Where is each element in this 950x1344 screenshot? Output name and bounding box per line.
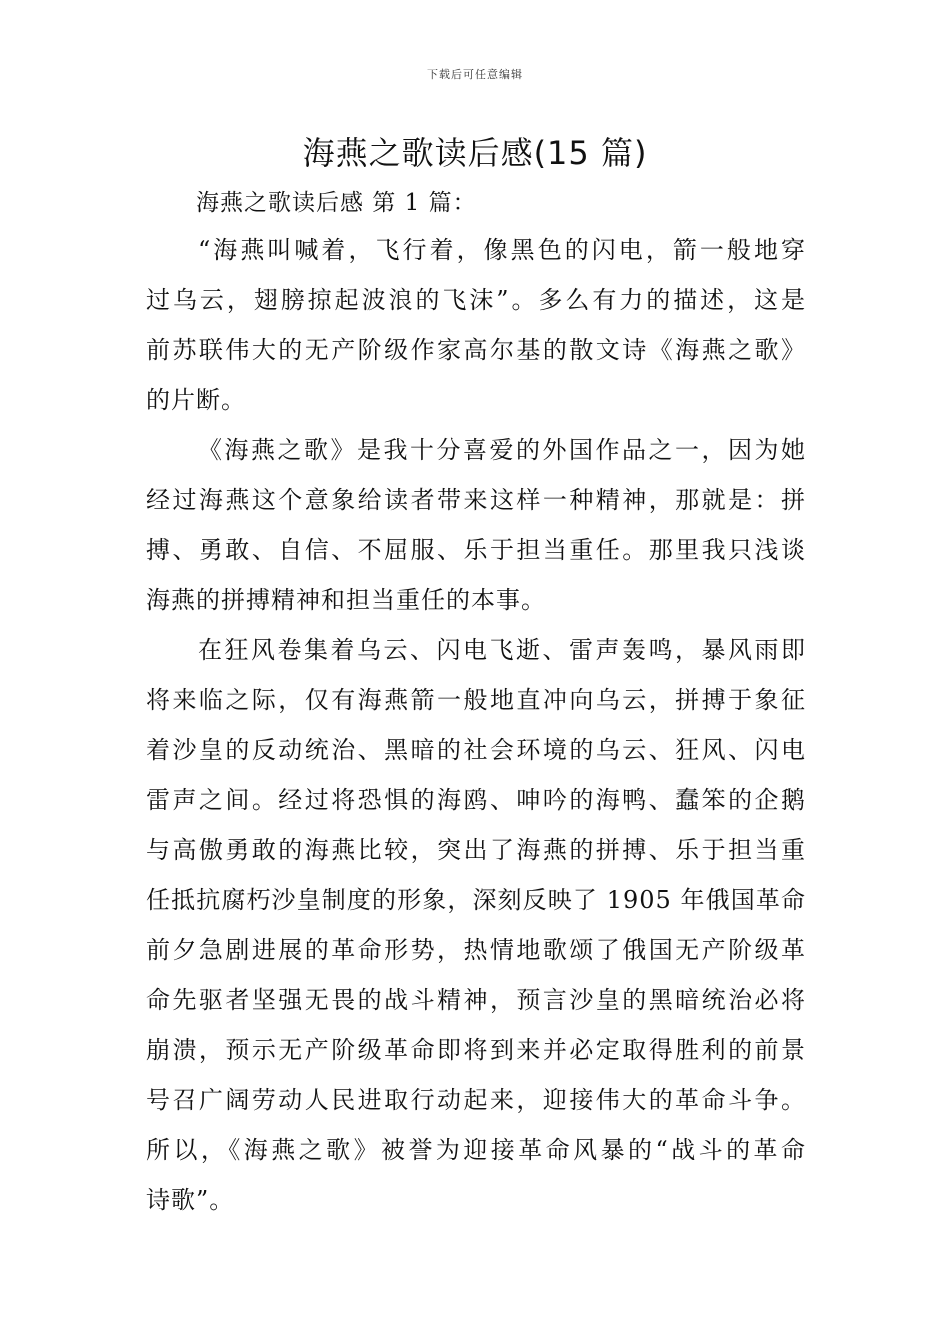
text-line: 所以，《海燕之歌》被誉为迎接革命风暴的“战斗的革命 <box>146 1136 806 1164</box>
text-line: 前苏联伟大的无产阶级作家高尔基的散文诗《海燕之歌》 <box>146 336 806 364</box>
article-body <box>146 225 806 1225</box>
paragraph <box>146 425 806 625</box>
text-line: 经过海燕这个意象给读者带来这样一种精神，那就是：拼 <box>146 486 806 514</box>
text-line: 任抵抗腐朽沙皇制度的形象，深刻反映了 1905 年俄国革命 <box>146 886 806 914</box>
header-note: 下载后可任意编辑 <box>427 68 523 81</box>
text-line: 与高傲勇敢的海燕比较，突出了海燕的拼搏、乐于担当重 <box>146 836 806 864</box>
text-line: 崩溃，预示无产阶级革命即将到来并必定取得胜利的前景 <box>146 1036 806 1064</box>
text-line: 命先驱者坚强无畏的战斗精神，预言沙皇的黑暗统治必将 <box>146 986 806 1014</box>
text-line: 诗歌”。 <box>146 1186 235 1214</box>
text-line: 过乌云，翅膀掠起波浪的飞沫”。多么有力的描述，这是 <box>146 286 806 314</box>
text-line: 在狂风卷集着乌云、闪电飞逝、雷声轰鸣，暴风雨即 <box>198 636 806 664</box>
text-line: 前夕急剧进展的革命形势，热情地歌颂了俄国无产阶级革 <box>146 936 806 964</box>
paragraph <box>146 625 806 1225</box>
text-line: 着沙皇的反动统治、黑暗的社会环境的乌云、狂风、闪电 <box>146 736 806 764</box>
text-line: 《海燕之歌》是我十分喜爱的外国作品之一，因为她 <box>198 436 806 464</box>
text-line: 搏、勇敢、自信、不屈服、乐于担当重任。那里我只浅谈 <box>146 536 806 564</box>
document-title: 海燕之歌读后感(15 篇) <box>302 134 648 172</box>
paragraph <box>146 225 806 425</box>
text-line: 雷声之间。经过将恐惧的海鸥、呻吟的海鸭、蠢笨的企鹅 <box>146 786 806 814</box>
text-line: 将来临之际，仅有海燕箭一般地直冲向乌云，拼搏于象征 <box>146 686 806 714</box>
text-line: 号召广阔劳动人民进取行动起来，迎接伟大的革命斗争。 <box>146 1086 806 1114</box>
text-line: 海燕的拼搏精神和担当重任的本事。 <box>146 586 546 614</box>
text-line: “海燕叫喊着，飞行着，像黑色的闪电，箭一般地穿 <box>198 236 806 264</box>
text-line: 的片断。 <box>146 386 246 414</box>
section-heading: 海燕之歌读后感 第 1 篇： <box>196 190 477 216</box>
